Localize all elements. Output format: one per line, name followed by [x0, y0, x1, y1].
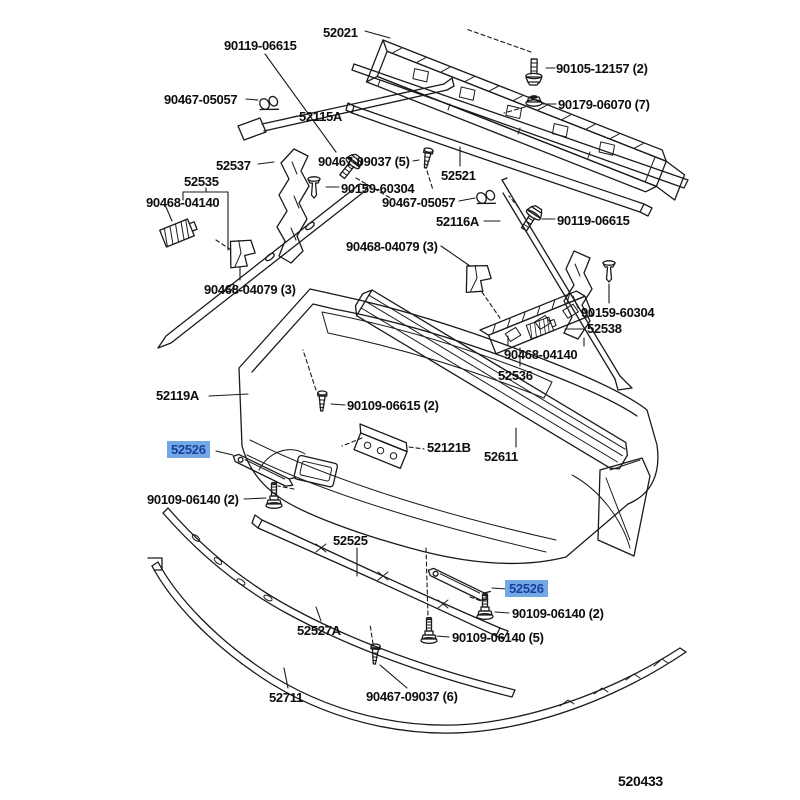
- part-label-52021[interactable]: 52021: [323, 25, 358, 40]
- part-label-52521[interactable]: 52521: [441, 168, 476, 183]
- part-label-90468-04079-b[interactable]: 90468-04079 (3): [346, 239, 438, 254]
- part-label-90109-06140-2b[interactable]: 90109-06140 (2): [512, 606, 604, 621]
- part-label-52116A[interactable]: 52116A: [436, 214, 480, 229]
- part-label-90109-06615-2[interactable]: 90109-06615 (2): [347, 398, 439, 413]
- part-label-52121B[interactable]: 52121B: [427, 440, 471, 455]
- part-label-90468-04079-a[interactable]: 90468-04079 (3): [204, 282, 296, 297]
- part-label-90109-06140-2a[interactable]: 90109-06140 (2): [147, 492, 239, 507]
- part-label-52538[interactable]: 52538: [587, 321, 622, 336]
- part-label-90467-09037-5[interactable]: 90467-09037 (5): [318, 154, 410, 169]
- part-label-90119-06615-b[interactable]: 90119-06615: [557, 213, 630, 228]
- part-label-90467-09037-6[interactable]: 90467-09037 (6): [366, 689, 458, 704]
- part-label-52536[interactable]: 52536: [498, 368, 533, 383]
- part-label-52711[interactable]: 52711: [269, 690, 303, 705]
- part-label-90179-06070[interactable]: 90179-06070 (7): [558, 97, 650, 112]
- part-label-52611[interactable]: 52611: [484, 449, 518, 464]
- part-label-90105-12157[interactable]: 90105-12157 (2): [556, 61, 648, 76]
- part-label-90467-05057-b[interactable]: 90467-05057: [382, 195, 456, 210]
- part-label-52525[interactable]: 52525: [333, 533, 368, 548]
- part-label-52526-left[interactable]: 52526: [167, 441, 210, 458]
- part-52536-shape: [480, 289, 592, 356]
- part-label-52119A[interactable]: 52119A: [156, 388, 200, 403]
- part-label-90119-06615-a[interactable]: 90119-06615: [224, 38, 297, 53]
- part-label-90159-60304-b[interactable]: 90159-60304: [581, 305, 655, 320]
- part-label-90468-04140-a[interactable]: 90468-04140: [146, 195, 220, 210]
- part-52021-lower-bar: [352, 64, 688, 188]
- part-label-52526-right[interactable]: 52526: [505, 580, 548, 597]
- part-52525-shape: [252, 515, 508, 639]
- part-label-90109-06140-5[interactable]: 90109-06140 (5): [452, 630, 544, 645]
- part-52121B-shape: [350, 424, 410, 468]
- part-label-52115A[interactable]: 52115A: [299, 109, 343, 124]
- part-label-52535[interactable]: 52535: [184, 174, 219, 189]
- diagram-code: 520433: [618, 773, 663, 789]
- part-label-90467-05057-a[interactable]: 90467-05057: [164, 92, 238, 107]
- part-label-90159-60304-a[interactable]: 90159-60304: [341, 181, 415, 196]
- part-label-90468-04140-b[interactable]: 90468-04140: [504, 347, 578, 362]
- part-label-52537[interactable]: 52537: [216, 158, 251, 173]
- part-52711-shape: [148, 558, 686, 733]
- part-label-52527A[interactable]: 52527A: [297, 623, 341, 638]
